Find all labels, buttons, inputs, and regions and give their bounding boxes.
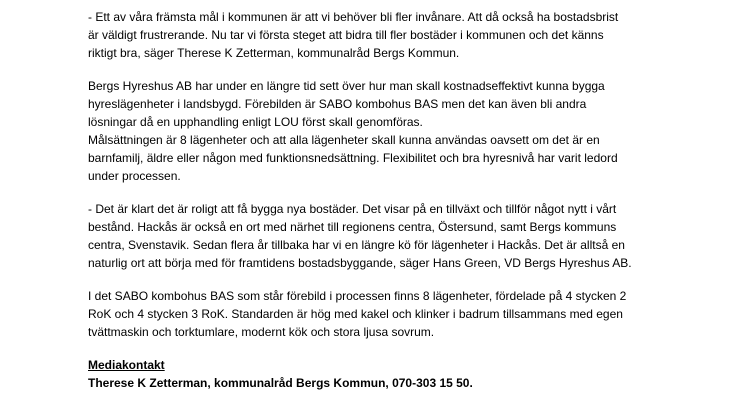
text-line: I det SABO kombohus BAS som står förebild i processen finns 8 lägenheter, fördelade på 4 stycken 2	[88, 289, 627, 303]
text-line: - Det är klart det är roligt att få bygga nya bostäder. Det visar på en tillväxt och tillför något nytt i vårt	[88, 202, 617, 216]
quote-paragraph-3	[88, 200, 728, 272]
quote-paragraph-1	[88, 8, 728, 62]
media-contact-line: Therese K Zetterman, kommunalråd Bergs Kommun, 070-303 15 50.	[88, 376, 473, 390]
text-line: är väldigt frustrerande. Nu tar vi första steget att bidra till fler bostäder i kommunen och det känns	[88, 28, 604, 42]
text-line: hyreslägenheter i landsbygd. Förebilden är SABO kombohus BAS men det kan även bli andra	[88, 97, 587, 111]
body-paragraph-4	[88, 287, 728, 341]
media-contact-section	[88, 356, 728, 392]
text-line: - Ett av våra främsta mål i kommunen är att vi behöver bli fler invånare. Att då också ha bostadsbrist	[88, 10, 619, 24]
text-line: bestånd. Hackås är också en ort med närhet till regionens centra, Östersund, samt Bergs kommuns	[88, 220, 617, 234]
body-paragraph-2	[88, 77, 728, 185]
media-contact-heading: Mediakontakt	[88, 358, 165, 372]
text-line: Målsättningen är 8 lägenheter och att alla lägenheter skall kunna användas oavsett om det är en	[88, 133, 600, 147]
text-line: riktigt bra, säger Therese K Zetterman, kommunalråd Bergs Kommun.	[88, 46, 460, 60]
text-line: Bergs Hyreshus AB har under en längre tid sett över hur man skall kostnadseffektivt kunna bygga	[88, 79, 605, 93]
text-line: naturlig ort att börja med för framtidens bostadsbyggande, säger Hans Green, VD Bergs Hyreshus AB.	[88, 256, 632, 270]
text-line: centra, Svenstavik. Sedan flera år tillbaka har vi en längre kö för lägenheter i Hackås. Det är alltså en	[88, 238, 625, 252]
text-line: tvättmaskin och torktumlare, modernt kök och stora ljusa sovrum.	[88, 325, 435, 339]
document-page	[88, 8, 728, 392]
text-line: under processen.	[88, 169, 181, 183]
text-line: lösningar då en upphandling enligt LOU först skall genomföras.	[88, 115, 423, 129]
text-line: RoK och 4 stycken 3 RoK. Standarden är hög med kakel och klinker i badrum tillsammans med egen	[88, 307, 623, 321]
text-line: barnfamilj, äldre eller någon med funktionsnedsättning. Flexibilitet och bra hyresnivå har varit ledord	[88, 151, 618, 165]
